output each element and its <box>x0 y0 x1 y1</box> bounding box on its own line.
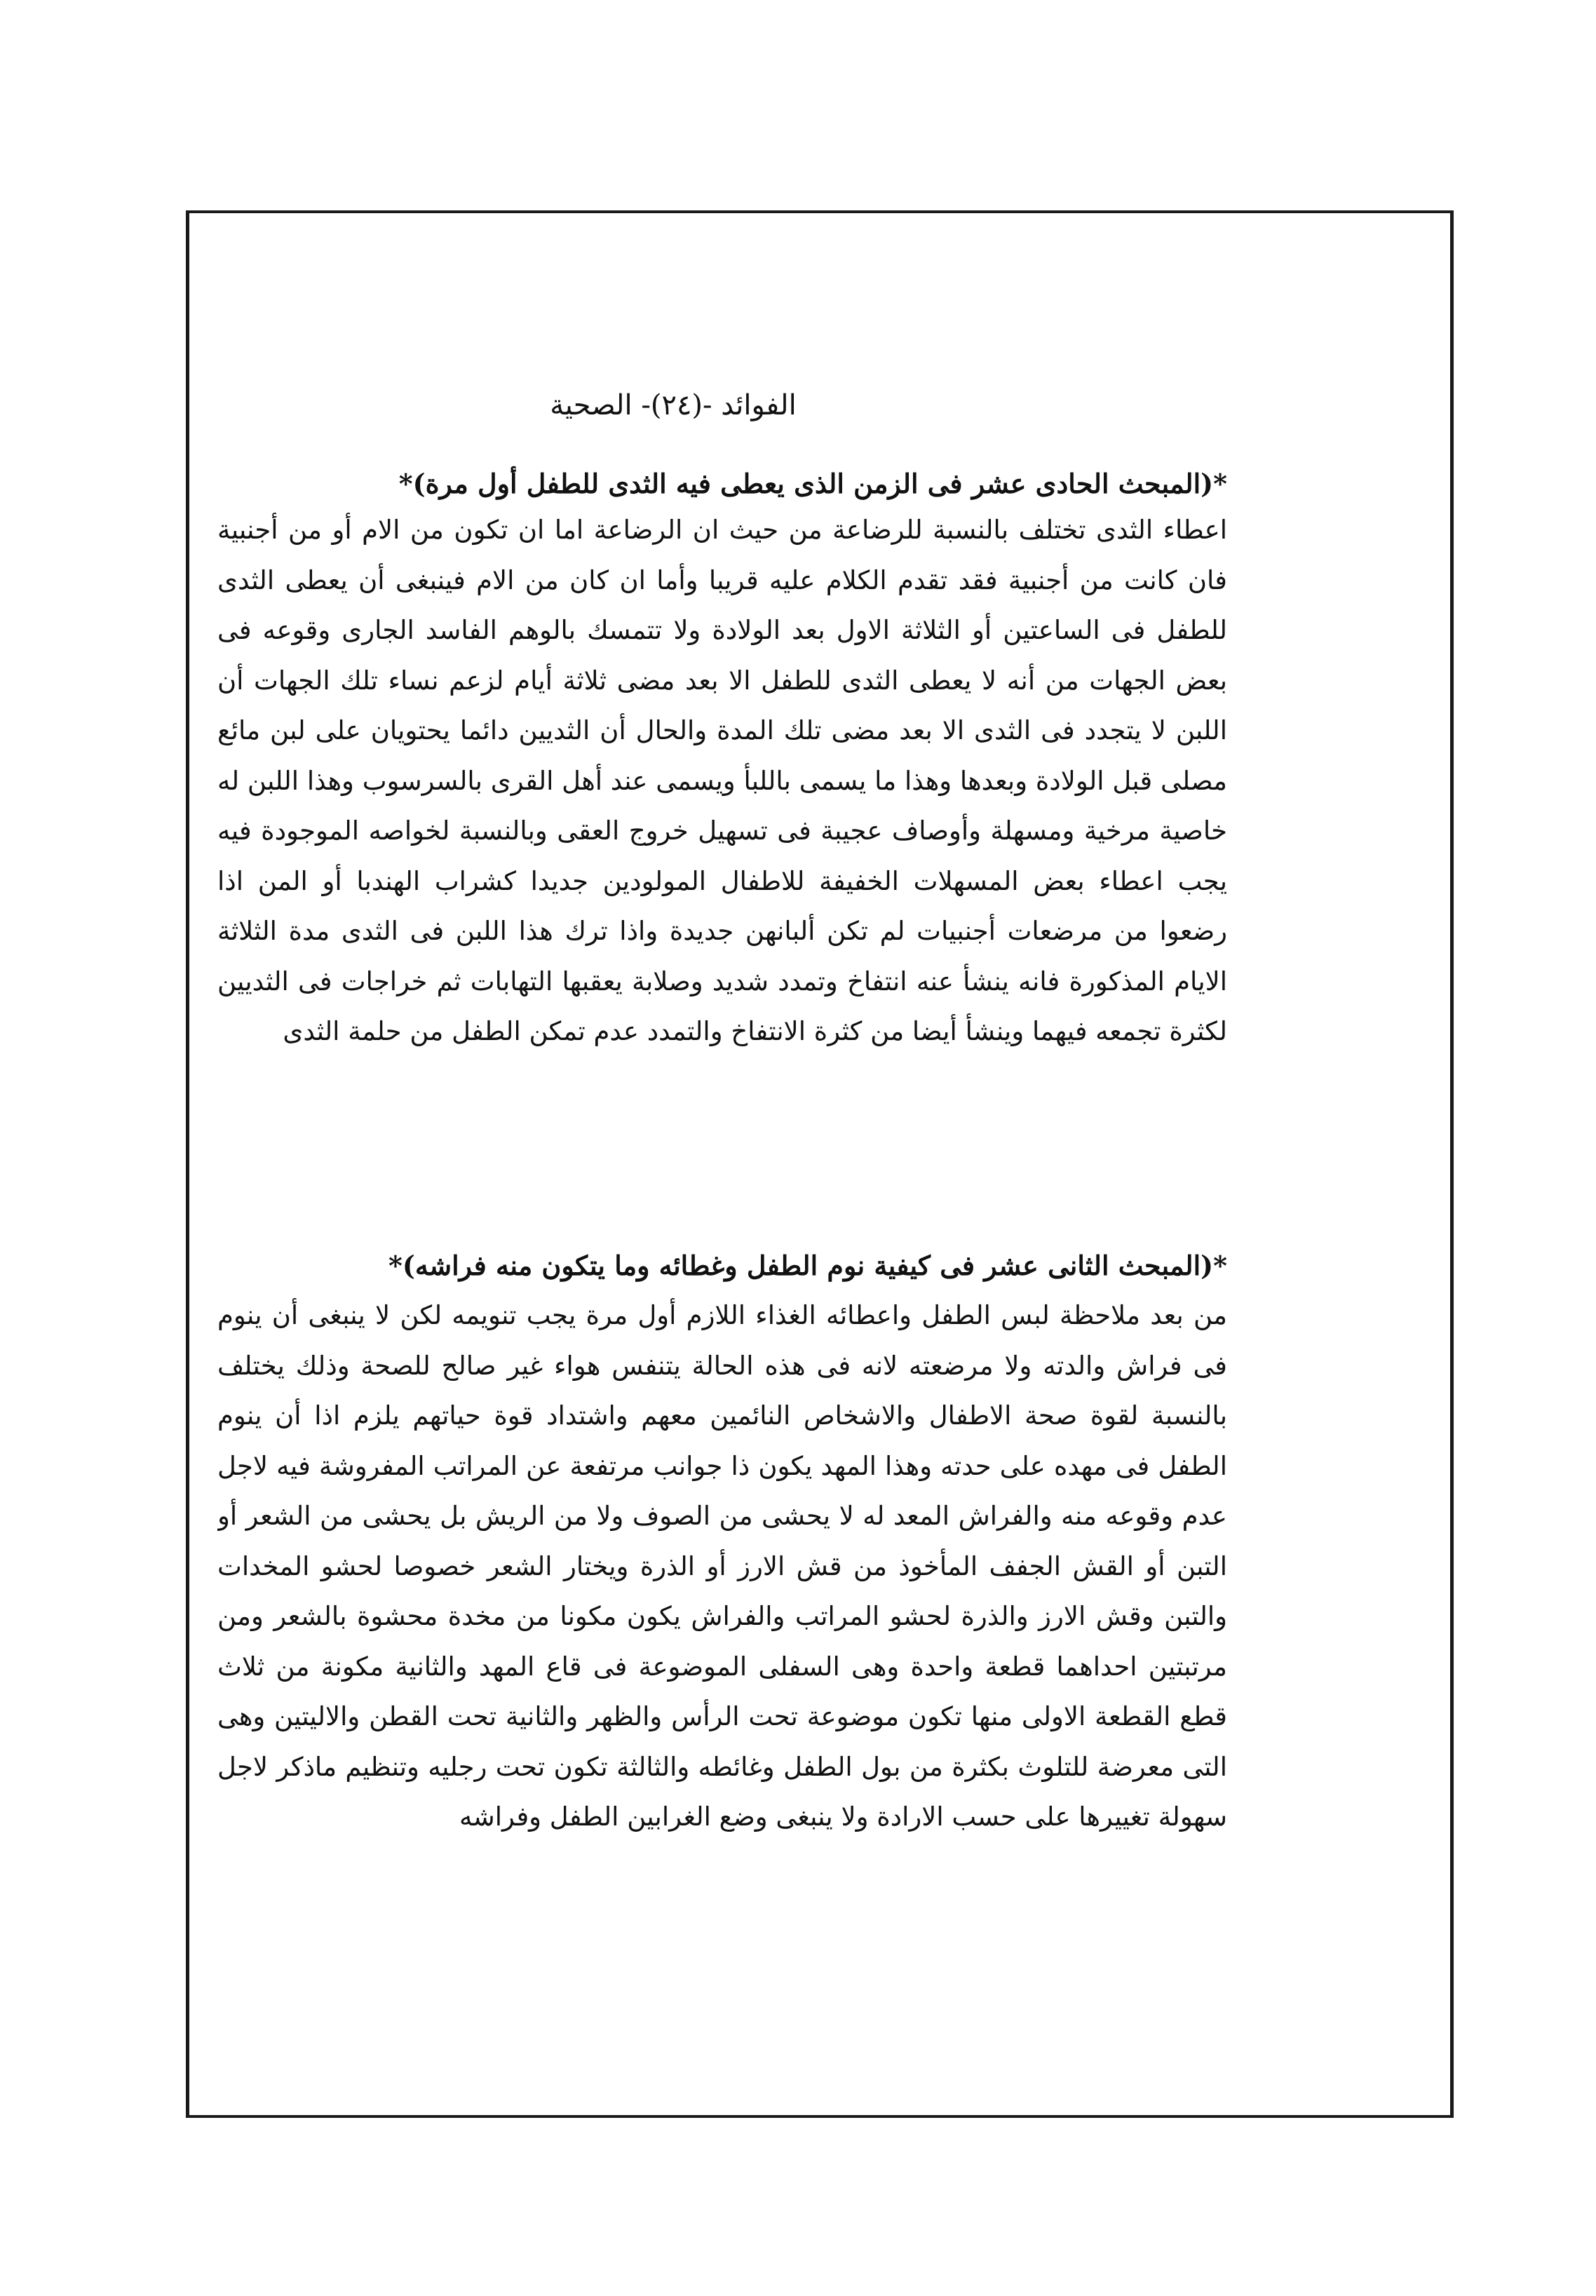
section-heading-12: *(المبحث الثانى عشر فى كيفية نوم الطفل وغطائه وما يتكون منه فراشه)* <box>388 1250 1227 1281</box>
section-heading-11: *(المبحث الحادى عشر فى الزمن الذى يعطى فيه الثدى للطفل أول مرة)* <box>398 468 1227 499</box>
running-header: الفوائد -(٢٤)- الصحية <box>550 389 797 421</box>
section-body-12: من بعد ملاحظة لبس الطفل واعطائه الغذاء اللازم أول مرة يجب تنويمه لكن لا ينبغى أن ينوم فى فراش والدته ولا مرضعته لانه فى هذه الحالة يتنفس هواء غير صالح للصحة وذلك يختلف بالنسبة لقوة صحة الاطفال والاشخاص النائمين معهم واشتداد قوة حياتهم يلزم اذا أن ينوم الطفل فى مهده على حدته وهذا المهد يكون ذا جوانب مرتفعة عن المراتب المفروشة فيه لاجل عدم وقوعه منه والفراش المعد له لا يحشى من الصوف ولا من الريش بل يحشى من الشعر أو التبن أو القش الجفف المأخوذ من قش الارز أو الذرة ويختار الشعر خصوصا لحشو المخدات والتبن وقش الارز والذرة لحشو المراتب والفراش يكون مكونا من مخدة محشوة بالشعر ومن مرتبتين احداهما قطعة واحدة وهى السفلى الموضوعة فى قاع المهد والثانية مكونة من ثلاث قطع القطعة الاولى منها تكون موضوعة تحت الرأس والظهر والثانية تحت القطن والاليتين وهى التى معرضة للتلوث بكثرة من بول الطفل وغائطه والثالثة تكون تحت رجليه وتنظيم ماذكر لاجل سهولة تغييرها على حسب الارادة ولا ينبغى وضع الغرابين الطفل وفراشه <box>217 1300 1227 1832</box>
section-body-11: اعطاء الثدى تختلف بالنسبة للرضاعة من حيث ان الرضاعة اما ان تكون من الام أو من أجنبية فان كانت من أجنبية فقد تقدم الكلام عليه قريبا وأما ان كان من الام فينبغى أن يعطى الثدى للطفل فى الساعتين أو الثلاثة الاول بعد الولادة ولا تتمسك بالوهم الفاسد الجارى وقوعه فى بعض الجهات من أنه لا يعطى الثدى للطفل الا بعد مضى ثلاثة أيام لزعم نساء تلك الجهات أن اللبن لا يتجدد فى الثدى الا بعد مضى تلك المدة والحال أن الثديين دائما يحتويان على لبن مائع مصلى قبل الولادة وبعدها وهذا ما يسمى باللبأ ويسمى عند أهل القرى بالسرسوب وهذا اللبن له خاصية مرخية ومسهلة وأوصاف عجيبة فى تسهيل خروج العقى وبالنسبة لخواصه الموجودة فيه يجب اعطاء بعض المسهلات الخفيفة للاطفال المولودين جديدا كشراب الهندبا أو المن اذا رضعوا من مرضعات أجنبيات لم تكن ألبانهن جديدة واذا ترك هذا اللبن فى الثدى مدة الثلاثة الايام المذكورة فانه ينشأ عنه انتفاخ وتمدد شديد وصلابة يعقبها التهابات ثم خراجات فى الثديين لكثرة تجمعه فيهما وينشأ أيضا من كثرة الانتفاخ والتمدد عدم تمكن الطفل من حلمة الثدى <box>217 515 1227 1046</box>
